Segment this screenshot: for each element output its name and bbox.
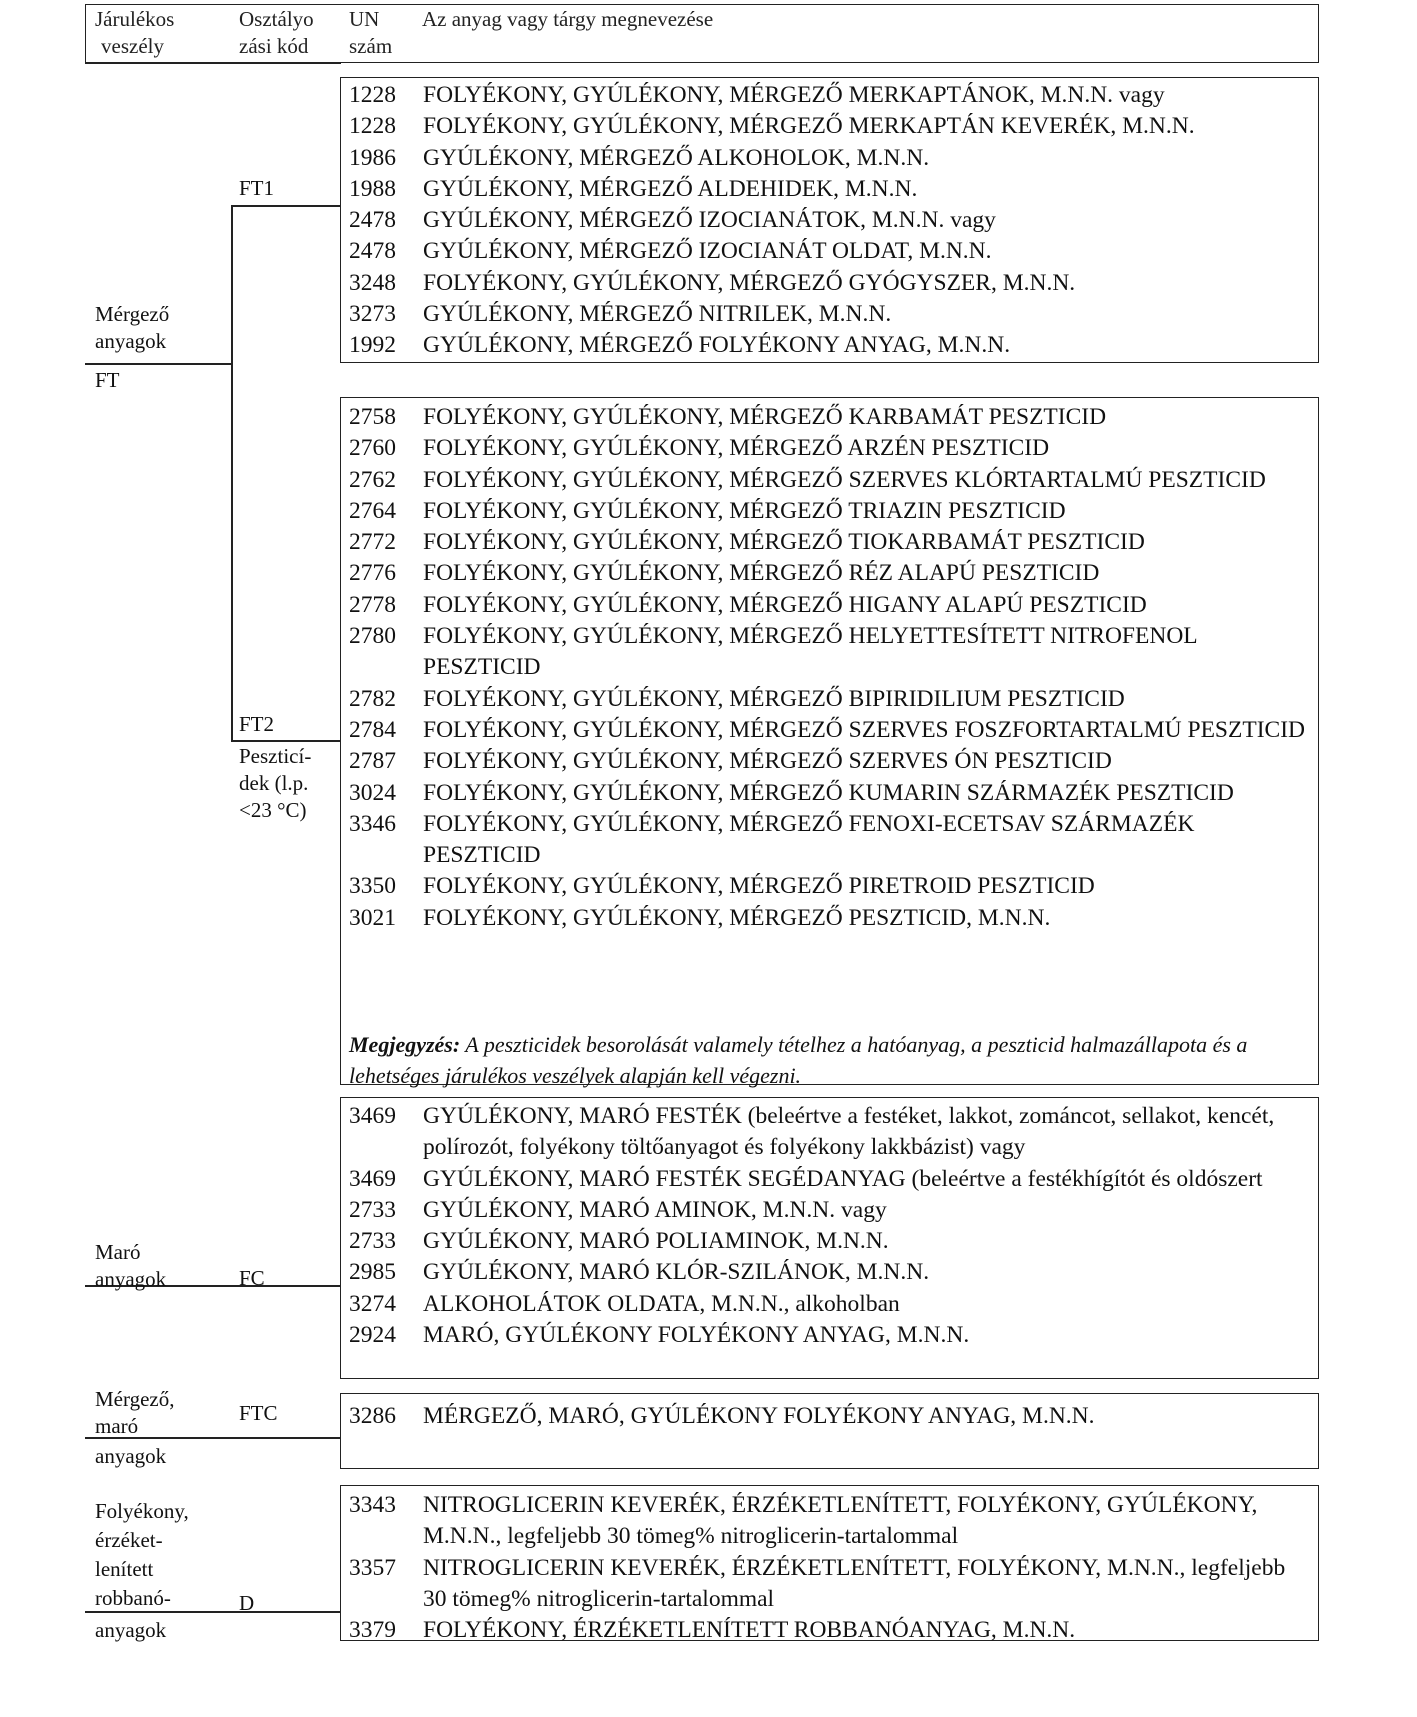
- un-number: 3379: [349, 1617, 396, 1644]
- header-col-name: [422, 6, 1222, 33]
- un-number: 3274: [349, 1290, 396, 1317]
- substance-name: FOLYÉKONY, GYÚLÉKONY, MÉRGEZŐ TRIAZIN PESZTICID: [423, 497, 1066, 524]
- header-col-un-line2: szám: [349, 34, 393, 58]
- divider-ft-label: [85, 363, 232, 365]
- substance-name: FOLYÉKONY, GYÚLÉKONY, MÉRGEZŐ KARBAMÁT PESZTICID: [423, 404, 1107, 430]
- code-ft1: [239, 175, 274, 202]
- divider-ft1: [231, 205, 341, 207]
- header-col-hazard: [95, 6, 225, 60]
- label-toxic-corrosive-2-text: anyagok: [95, 1444, 167, 1468]
- substance-name: MÉRGEZŐ, MARÓ, GYÚLÉKONY FOLYÉKONY ANYAG, M.N.N.: [423, 1403, 1095, 1429]
- substance-name: GYÚLÉKONY, MARÓ AMINOK, M.N.N. vagy: [423, 1196, 887, 1223]
- label-ft: [95, 367, 120, 394]
- substance-name: GYÚLÉKONY, MÉRGEZŐ NITRILEK, M.N.N.: [423, 301, 892, 328]
- un-number: 3273: [349, 301, 396, 328]
- header-col-hazard-line2: veszély: [101, 34, 164, 58]
- table-row: [349, 1320, 1309, 1351]
- un-number: 2787: [349, 748, 396, 775]
- code-ft1-text: FT1: [239, 176, 275, 200]
- substance-name: NITROGLICERIN KEVERÉK, ÉRZÉKETLENÍTETT, FOLYÉKONY, M.N.N., legfeljebb 30 tömeg% nitroglicerin-tartalommal: [423, 1554, 1286, 1612]
- un-number: 1988: [349, 175, 396, 202]
- substance-name: FOLYÉKONY, GYÚLÉKONY, MÉRGEZŐ SZERVES ÓN PESZTICID: [423, 748, 1112, 775]
- table-row: [349, 903, 1309, 934]
- rows-fc: [349, 1101, 1309, 1351]
- code-ftc-text: FTC: [239, 1401, 278, 1425]
- substance-name: GYÚLÉKONY, MÉRGEZŐ ALKOHOLOK, M.N.N.: [423, 144, 930, 171]
- rows-d: [349, 1490, 1309, 1646]
- rows-ftc: [349, 1401, 1309, 1432]
- label-toxic-corrosive-line1: Mérgező,: [95, 1387, 175, 1411]
- un-number: 2762: [349, 466, 396, 493]
- substance-name: GYÚLÉKONY, MÉRGEZŐ IZOCIANÁTOK, M.N.N. vagy: [423, 207, 996, 234]
- substance-name: FOLYÉKONY, GYÚLÉKONY, MÉRGEZŐ GYÓGYSZER, M.N.N.: [423, 269, 1076, 296]
- substance-name: FOLYÉKONY, GYÚLÉKONY, MÉRGEZŐ KUMARIN SZÁRMAZÉK PESZTICID: [423, 779, 1234, 806]
- code-ftc: [239, 1400, 278, 1427]
- table-row: [349, 871, 1309, 902]
- table-row: [349, 778, 1309, 809]
- table-row: [349, 496, 1309, 527]
- code-ft2-note: [239, 743, 311, 824]
- un-number: 2478: [349, 238, 396, 265]
- substance-name: FOLYÉKONY, GYÚLÉKONY, MÉRGEZŐ HELYETTESÍTETT NITROFENOL PESZTICID: [423, 623, 1197, 681]
- un-number: 1228: [349, 113, 396, 140]
- table-row: [349, 143, 1309, 174]
- table-row: [349, 809, 1309, 872]
- un-number: 2760: [349, 435, 396, 462]
- code-fc-text: FC: [239, 1266, 265, 1290]
- un-number: 3469: [349, 1103, 396, 1129]
- table-row: [349, 205, 1309, 236]
- table-row: [349, 111, 1309, 142]
- table-row: [349, 1101, 1309, 1164]
- code-ft2-note-line1: Peszticí-: [239, 744, 312, 768]
- table-row: [349, 433, 1309, 464]
- un-number: 3248: [349, 269, 396, 296]
- table-row: [349, 1195, 1309, 1226]
- un-number: 3357: [349, 1554, 396, 1581]
- code-d-text: D: [239, 1591, 255, 1615]
- table-row: [349, 590, 1309, 621]
- substance-name: FOLYÉKONY, GYÚLÉKONY, MÉRGEZŐ MERKAPTÁN KEVERÉK, M.N.N.: [423, 113, 1195, 140]
- label-toxic-line1: Mérgező: [95, 302, 170, 326]
- table-row: [349, 465, 1309, 496]
- un-number: 2478: [349, 207, 396, 234]
- table-row: [349, 330, 1309, 361]
- label-toxic-line2: anyagok: [95, 329, 167, 353]
- divider-top-left: [85, 62, 341, 64]
- header-col-name-text: Az anyag vagy tárgy megnevezése: [422, 7, 714, 31]
- un-number: 2764: [349, 497, 396, 524]
- header-col-un-line1: UN: [349, 7, 380, 31]
- table-row: [349, 1553, 1309, 1616]
- label-explosive-line4: robbanó-: [95, 1586, 171, 1610]
- ft2-note-text: A peszticidek besorolását valamely tételhez a hatóanyag, a peszticid halmazállapota és a lehetséges járulékos veszélyek alapján kell végezni.: [349, 1032, 1248, 1089]
- table-row: [349, 1289, 1309, 1320]
- label-explosive-line2: érzéket-: [95, 1528, 163, 1552]
- code-ft2-text: FT2: [239, 712, 275, 736]
- un-number: 3343: [349, 1492, 396, 1518]
- rows-ft2: [349, 402, 1309, 934]
- table-row: [349, 715, 1309, 746]
- table-row: [349, 1615, 1309, 1646]
- table-row: [349, 1164, 1309, 1195]
- label-explosive-line1: Folyékony,: [95, 1499, 189, 1523]
- un-number: 2758: [349, 404, 396, 430]
- divider-ft2: [231, 740, 341, 742]
- ft2-note-label: Megjegyzés:: [349, 1032, 461, 1057]
- table-row: [349, 1401, 1309, 1432]
- header-col-hazard-line1: Járulékos: [95, 7, 175, 31]
- table-row: [349, 621, 1309, 684]
- table-row: [349, 402, 1309, 433]
- label-toxic-corrosive-line2: maró: [95, 1414, 139, 1438]
- label-corrosive-line1: Maró: [95, 1240, 141, 1264]
- un-number: 1986: [349, 144, 396, 171]
- table-row: [349, 268, 1309, 299]
- label-explosive: [95, 1497, 189, 1613]
- substance-name: GYÚLÉKONY, MARÓ FESTÉK SEGÉDANYAG (beleértve a festékhígítót és oldószert: [423, 1165, 1263, 1192]
- substance-name: FOLYÉKONY, GYÚLÉKONY, MÉRGEZŐ SZERVES KLÓRTARTALMÚ PESZTICID: [423, 466, 1266, 493]
- code-d: [239, 1590, 254, 1617]
- substance-name: FOLYÉKONY, ÉRZÉKETLENÍTETT ROBBANÓANYAG, M.N.N.: [423, 1617, 1076, 1644]
- un-number: 2782: [349, 685, 396, 712]
- label-corrosive: [95, 1239, 166, 1293]
- substance-name: GYÚLÉKONY, MÉRGEZŐ FOLYÉKONY ANYAG, M.N.N.: [423, 332, 1011, 359]
- substance-name: GYÚLÉKONY, MÉRGEZŐ IZOCIANÁT OLDAT, M.N.N.: [423, 238, 992, 265]
- substance-name: GYÚLÉKONY, MARÓ FESTÉK (beleértve a festéket, lakkot, zománcot, sellakot, kencét, polírozót, folyékony töltőanyagot és folyékony lakkbázist) vagy: [423, 1103, 1275, 1161]
- un-number: 3469: [349, 1165, 396, 1192]
- table-row: [349, 527, 1309, 558]
- un-number: 2780: [349, 623, 396, 650]
- substance-name: MARÓ, GYÚLÉKONY FOLYÉKONY ANYAG, M.N.N.: [423, 1322, 970, 1349]
- substance-name: FOLYÉKONY, GYÚLÉKONY, MÉRGEZŐ BIPIRIDILIUM PESZTICID: [423, 685, 1125, 712]
- substance-name: FOLYÉKONY, GYÚLÉKONY, MÉRGEZŐ HIGANY ALAPÚ PESZTICID: [423, 591, 1147, 618]
- un-number: 2733: [349, 1228, 396, 1255]
- un-number: 3024: [349, 779, 396, 806]
- substance-name: NITROGLICERIN KEVERÉK, ÉRZÉKETLENÍTETT, FOLYÉKONY, GYÚLÉKONY, M.N.N., legfeljebb 30 tömeg% nitroglicerin-tartalommal: [423, 1492, 1258, 1550]
- label-toxic: [95, 301, 169, 355]
- table-row: [349, 80, 1309, 111]
- un-number: 1228: [349, 82, 396, 108]
- un-number: 2772: [349, 529, 396, 556]
- header-col-code: [239, 6, 339, 60]
- un-number: 1992: [349, 332, 396, 359]
- table-row: [349, 174, 1309, 205]
- label-explosive-line3: lenített: [95, 1557, 154, 1581]
- table-row: [349, 1257, 1309, 1288]
- un-number: 2924: [349, 1322, 396, 1349]
- header-col-code-line2: zási kód: [239, 34, 309, 58]
- substance-name: GYÚLÉKONY, MARÓ POLIAMINOK, M.N.N.: [423, 1228, 889, 1255]
- label-toxic-corrosive-2: [95, 1443, 166, 1470]
- table-row: [349, 746, 1309, 777]
- un-number: 3286: [349, 1403, 396, 1429]
- header-col-code-line1: Osztályo: [239, 7, 314, 31]
- table-row: [349, 558, 1309, 589]
- code-fc: [239, 1265, 265, 1292]
- substance-name: GYÚLÉKONY, MÉRGEZŐ ALDEHIDEK, M.N.N.: [423, 175, 918, 202]
- label-explosive-2: [95, 1617, 166, 1644]
- code-ft2-note-line2: dek (l.p.: [239, 771, 309, 795]
- rows-ft1: [349, 80, 1309, 362]
- substance-name: FOLYÉKONY, GYÚLÉKONY, MÉRGEZŐ ARZÉN PESZTICID: [423, 435, 1050, 462]
- substance-name: FOLYÉKONY, GYÚLÉKONY, MÉRGEZŐ RÉZ ALAPÚ PESZTICID: [423, 560, 1100, 587]
- un-number: 2778: [349, 591, 396, 618]
- un-number: 2733: [349, 1196, 396, 1223]
- substance-name: FOLYÉKONY, GYÚLÉKONY, MÉRGEZŐ SZERVES FOSZFORTARTALMÚ PESZTICID: [423, 716, 1306, 743]
- un-number: 2985: [349, 1259, 396, 1286]
- substance-name: ALKOHOLÁTOK OLDATA, M.N.N., alkoholban: [423, 1290, 900, 1317]
- substance-name: GYÚLÉKONY, MARÓ KLÓR-SZILÁNOK, M.N.N.: [423, 1259, 930, 1286]
- substance-name: FOLYÉKONY, GYÚLÉKONY, MÉRGEZŐ TIOKARBAMÁT PESZTICID: [423, 529, 1145, 556]
- label-corrosive-line2: anyagok: [95, 1267, 167, 1291]
- un-number: 2776: [349, 560, 396, 587]
- label-ft-text: FT: [95, 368, 120, 392]
- substance-name: FOLYÉKONY, GYÚLÉKONY, MÉRGEZŐ PESZTICID, M.N.N.: [423, 904, 1051, 931]
- bracket-ft: [231, 205, 233, 741]
- un-number: 3346: [349, 810, 396, 837]
- un-number: 3021: [349, 904, 396, 931]
- code-ft2: [239, 711, 274, 738]
- un-number: 3350: [349, 873, 396, 900]
- substance-name: FOLYÉKONY, GYÚLÉKONY, MÉRGEZŐ PIRETROID PESZTICID: [423, 873, 1095, 900]
- un-number: 2784: [349, 716, 396, 743]
- table-row: [349, 1490, 1309, 1553]
- substance-name: FOLYÉKONY, GYÚLÉKONY, MÉRGEZŐ FENOXI-ECETSAV SZÁRMAZÉK PESZTICID: [423, 810, 1195, 869]
- table-row: [349, 1226, 1309, 1257]
- label-explosive-2-text: anyagok: [95, 1618, 167, 1642]
- code-ft2-note-line3: <23 °C): [239, 798, 307, 822]
- header-col-un: [349, 6, 419, 60]
- substance-name: FOLYÉKONY, GYÚLÉKONY, MÉRGEZŐ MERKAPTÁNOK, M.N.N. vagy: [423, 82, 1165, 108]
- label-toxic-corrosive: [95, 1386, 175, 1440]
- table-row: [349, 236, 1309, 267]
- table-row: [349, 684, 1309, 715]
- table-row: [349, 299, 1309, 330]
- ft2-note: [349, 1029, 1309, 1092]
